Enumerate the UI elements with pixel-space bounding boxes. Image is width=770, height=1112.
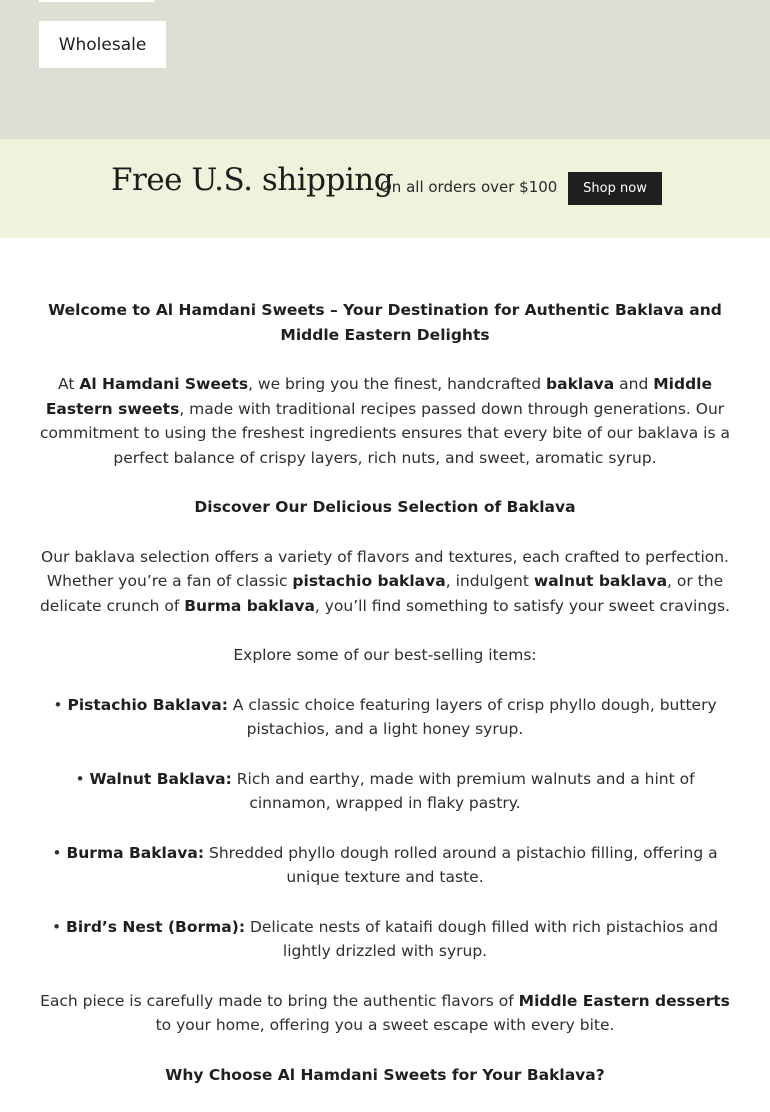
list-item-walnut: • Walnut Baklava: Rich and earthy, made with premium walnuts and a hint of cinnamon, wrapped in flaky pastry. <box>75 769 695 812</box>
list-item-pistachio: • Pistachio Baklava: A classic choice featuring layers of crisp phyllo dough, buttery pistachios, and a light honey syrup. <box>53 695 717 738</box>
discover-heading: Discover Our Delicious Selection of Baklava <box>194 498 576 516</box>
list-item-burma: • Burma Baklava: Shredded phyllo dough rolled around a pistachio filling, offering a unique texture and taste. <box>52 843 718 886</box>
selection-paragraph: Our baklava selection offers a variety of flavors and textures, each crafted to perfection. Whether you’re a fan of classic pistachio baklava, indulgent walnut baklava, or the delicate crunch of Burma baklava, you’ll find something to satisfy your sweet cravings. <box>39 547 731 615</box>
welcome-heading: Welcome to Al Hamdani Sweets – Your Destination for Authentic Baklava and Middle Eastern Delights <box>48 301 722 344</box>
wholesale-button[interactable]: Wholesale <box>39 21 166 68</box>
article-content <box>38 298 732 1112</box>
shipping-subtitle: On all orders over $100 <box>380 178 558 196</box>
closing-paragraph: Each piece is carefully made to bring the authentic flavors of Middle Eastern desserts to your home, offering you a sweet escape with every bite. <box>40 991 730 1034</box>
intro-paragraph: At Al Hamdani Sweets, we bring you the finest, handcrafted baklava and Middle Eastern sweets, made with traditional recipes passed down through generations. Our commitment to using the freshest ingredients ensures that every bite of our baklava is a perfect balance of crispy layers, rich nuts, and sweet, aromatic syrup. <box>40 375 730 467</box>
shop-now-button[interactable]: Shop now <box>568 172 662 205</box>
explore-text: Explore some of our best-selling items: <box>233 646 537 664</box>
previous-button-edge[interactable] <box>39 0 154 2</box>
shipping-title: Free U.S. shipping <box>111 162 394 198</box>
why-heading: Why Choose Al Hamdani Sweets for Your Baklava? <box>165 1065 605 1084</box>
list-item-birds-nest: • Bird’s Nest (Borma): Delicate nests of kataifi dough filled with rich pistachios and lightly drizzled with syrup. <box>51 917 719 960</box>
